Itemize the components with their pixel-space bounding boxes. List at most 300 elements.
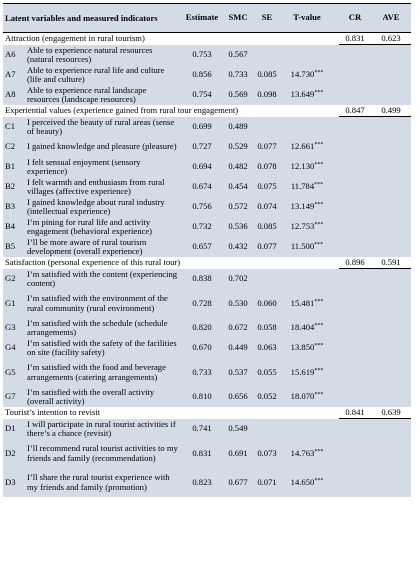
indicator-text-text: I’m pining for rural life and activity engagement (behavioral experience) — [27, 216, 153, 236]
se-value-text: 0.055 — [257, 366, 277, 377]
section-cr: 0.847 — [339, 105, 371, 117]
t-value — [281, 85, 333, 105]
smc-value-text: 0.482 — [228, 161, 248, 172]
se-value — [253, 358, 281, 387]
indicator-code-text: D3 — [5, 476, 16, 487]
header-se: SE — [253, 4, 281, 33]
indicator-text — [25, 439, 181, 468]
smc-value — [223, 197, 253, 217]
t-value-text: 14.763 — [290, 447, 315, 458]
indicator-text-text: Able to experience rural life and culture (life and culture) — [27, 64, 165, 84]
smc-value-text: 0.432 — [228, 241, 248, 252]
indicator-text-text: I’m satisfied with the safety of the facilities on site (facility safety) — [27, 337, 177, 357]
estimate-value-text: 0.756 — [192, 201, 212, 212]
empty-cell — [339, 419, 371, 440]
indicator-text-text: Able to experience natural resources (natural resources) — [27, 44, 153, 64]
empty-cell — [371, 387, 411, 407]
se-value-text: 0.077 — [257, 141, 277, 152]
smc-value-text: 0.537 — [228, 366, 248, 377]
table-row — [3, 85, 411, 105]
indicator-text-text: I’m satisfied with the environment of the rural community (rural environment) — [27, 293, 168, 313]
indicator-code — [3, 85, 25, 105]
table-row — [3, 217, 411, 237]
indicator-code — [3, 318, 25, 338]
indicator-text — [25, 358, 181, 387]
table-row — [3, 318, 411, 338]
estimate-value-text: 0.820 — [192, 322, 212, 333]
smc-value-text: 0.656 — [228, 391, 248, 402]
smc-value — [223, 177, 253, 197]
significance-marker: *** — [314, 242, 324, 249]
t-value — [281, 217, 333, 237]
smc-value — [223, 85, 253, 105]
smc-value — [223, 117, 253, 138]
indicator-code-text: B3 — [5, 201, 16, 212]
indicator-text-text: I felt sensual enjoyment (sensory experience) — [27, 156, 141, 176]
table-row — [3, 197, 411, 217]
se-value — [253, 157, 281, 177]
indicator-code-text: A7 — [5, 69, 16, 80]
indicator-code — [3, 137, 25, 157]
indicator-code-text: G4 — [5, 342, 16, 353]
indicator-text-text: I will participate in rural tourist activities if there’s a chance (revisit) — [27, 418, 176, 438]
significance-marker: *** — [314, 477, 324, 484]
se-value — [253, 237, 281, 257]
t-value-text: 14.650 — [290, 476, 315, 487]
section-ave: 0.639 — [371, 407, 411, 419]
indicator-text-text: I’m satisfied with the content (experiencing content) — [27, 268, 178, 288]
empty-cell — [371, 439, 411, 468]
smc-value — [223, 387, 253, 407]
se-value — [253, 65, 281, 85]
significance-marker: *** — [314, 367, 324, 374]
se-value-text: 0.058 — [257, 322, 277, 333]
smc-value-text: 0.677 — [228, 476, 248, 487]
empty-cell — [371, 137, 411, 157]
significance-marker: *** — [314, 142, 324, 149]
empty-cell — [371, 419, 411, 440]
indicator-text-text: Able to experience rural landscape resources (landscape resources) — [27, 84, 147, 104]
empty-cell — [339, 117, 371, 138]
empty-cell — [371, 468, 411, 497]
estimate-value-text: 0.823 — [192, 476, 212, 487]
estimate-value-text: 0.728 — [192, 297, 212, 308]
table-row — [3, 439, 411, 468]
indicator-code — [3, 338, 25, 358]
se-value-text: 0.071 — [257, 476, 277, 487]
estimate-value — [181, 45, 223, 66]
table-row — [3, 137, 411, 157]
smc-value — [223, 237, 253, 257]
smc-value-text: 0.567 — [228, 49, 248, 60]
table-row — [3, 117, 411, 138]
table-row — [3, 419, 411, 440]
indicator-text-text: I’m satisfied with the schedule (schedule arrangements) — [27, 317, 168, 337]
indicator-code — [3, 197, 25, 217]
se-value — [253, 338, 281, 358]
indicator-text-text: I’ll be more aware of rural tourism development (overall experience) — [27, 236, 147, 256]
indicator-code-text: G5 — [5, 366, 16, 377]
indicator-text-text: I felt warmth and enthusiasm from rural villages (affective experience) — [27, 176, 165, 196]
table-row — [3, 387, 411, 407]
t-value — [281, 419, 333, 440]
smc-value-text: 0.672 — [228, 322, 248, 333]
estimate-value — [181, 197, 223, 217]
header-tvalue: T-value — [281, 4, 333, 33]
table-row — [3, 289, 411, 318]
header-estimate: Estimate — [181, 4, 223, 33]
empty-cell — [371, 45, 411, 66]
indicator-code — [3, 237, 25, 257]
indicator-code — [3, 217, 25, 237]
se-value — [253, 289, 281, 318]
estimate-value-text: 0.741 — [192, 423, 212, 434]
empty-cell — [371, 269, 411, 290]
empty-cell — [339, 318, 371, 338]
t-value-text: 14.730 — [290, 69, 315, 80]
smc-value — [223, 358, 253, 387]
header-cr: CR — [339, 4, 371, 33]
section-title: Experiential values (experience gained from rural tour engagement) — [3, 105, 333, 117]
indicator-text — [25, 65, 181, 85]
smc-value-text: 0.549 — [228, 423, 248, 434]
indicator-text-text: I’ll share the rural tourist experience with my friends and family (promotion) — [27, 472, 170, 492]
significance-marker: *** — [314, 182, 324, 189]
empty-cell — [371, 289, 411, 318]
estimate-value — [181, 269, 223, 290]
significance-marker: *** — [314, 202, 324, 209]
indicator-code-text: B1 — [5, 161, 16, 172]
t-value — [281, 65, 333, 85]
smc-value — [223, 419, 253, 440]
indicator-code — [3, 269, 25, 290]
empty-cell — [339, 45, 371, 66]
estimate-value — [181, 439, 223, 468]
indicator-text — [25, 419, 181, 440]
section-row — [3, 257, 411, 269]
table-row — [3, 468, 411, 497]
section-title: Satisfaction (personal experience of this rural tour) — [3, 257, 333, 269]
estimate-value — [181, 85, 223, 105]
indicator-code-text: G1 — [5, 297, 16, 308]
t-value — [281, 269, 333, 290]
table-row — [3, 177, 411, 197]
empty-cell — [339, 157, 371, 177]
empty-cell — [339, 358, 371, 387]
table-body — [3, 33, 411, 498]
t-value — [281, 137, 333, 157]
indicator-text-text: I’m satisfied with the food and beverage arrangements (catering arrangements) — [27, 362, 166, 382]
t-value-text: 18.070 — [290, 391, 315, 402]
estimate-value — [181, 137, 223, 157]
estimate-value-text: 0.657 — [192, 241, 212, 252]
significance-marker: *** — [314, 90, 324, 97]
smc-value-text: 0.733 — [228, 69, 248, 80]
significance-marker: *** — [314, 162, 324, 169]
estimate-value — [181, 237, 223, 257]
estimate-value-text: 0.699 — [192, 121, 212, 132]
section-ave: 0.499 — [371, 105, 411, 117]
se-value — [253, 217, 281, 237]
estimate-value-text: 0.674 — [192, 181, 212, 192]
empty-cell — [371, 177, 411, 197]
estimate-value-text: 0.831 — [192, 447, 212, 458]
indicator-code-text: G3 — [5, 322, 16, 333]
section-row — [3, 407, 411, 419]
smc-value-text: 0.572 — [228, 201, 248, 212]
empty-cell — [371, 157, 411, 177]
indicator-text — [25, 137, 181, 157]
significance-marker: *** — [314, 343, 324, 350]
indicator-code — [3, 439, 25, 468]
header-ave: AVE — [371, 4, 411, 33]
significance-marker: *** — [314, 70, 324, 77]
se-value-text: 0.077 — [257, 241, 277, 252]
indicator-code — [3, 157, 25, 177]
estimate-value-text: 0.732 — [192, 221, 212, 232]
indicator-text-text: I’ll recommend rural tourist activities to my friends and family (recommendation) — [27, 443, 178, 463]
indicator-text — [25, 217, 181, 237]
empty-cell — [339, 387, 371, 407]
estimate-value-text: 0.810 — [192, 391, 212, 402]
empty-cell — [339, 197, 371, 217]
empty-cell — [339, 217, 371, 237]
section-row — [3, 105, 411, 117]
se-value — [253, 117, 281, 138]
empty-cell — [371, 318, 411, 338]
estimate-value — [181, 318, 223, 338]
table-row — [3, 45, 411, 66]
se-value-text: 0.060 — [257, 297, 277, 308]
empty-cell — [339, 177, 371, 197]
table-container — [3, 3, 411, 497]
table-row — [3, 157, 411, 177]
empty-cell — [371, 358, 411, 387]
se-value — [253, 387, 281, 407]
empty-cell — [371, 65, 411, 85]
estimate-value — [181, 338, 223, 358]
indicator-code-text: G2 — [5, 273, 16, 284]
indicator-text — [25, 197, 181, 217]
t-value-text: 18.404 — [290, 322, 315, 333]
smc-value-text: 0.569 — [228, 89, 248, 100]
section-title: Attraction (engagement in rural tourism) — [3, 33, 333, 45]
smc-value-text: 0.489 — [228, 121, 248, 132]
significance-marker: *** — [314, 448, 324, 455]
se-value-text: 0.075 — [257, 181, 277, 192]
se-value-text: 0.063 — [257, 342, 277, 353]
se-value — [253, 269, 281, 290]
estimate-value-text: 0.838 — [192, 273, 212, 284]
estimate-value — [181, 358, 223, 387]
indicator-code — [3, 387, 25, 407]
significance-marker: *** — [314, 298, 324, 305]
se-value — [253, 419, 281, 440]
t-value-text: 12.753 — [290, 221, 315, 232]
measurement-model-table — [3, 3, 411, 497]
empty-cell — [339, 269, 371, 290]
estimate-value — [181, 387, 223, 407]
smc-value — [223, 65, 253, 85]
empty-cell — [339, 85, 371, 105]
smc-value-text: 0.691 — [228, 447, 248, 458]
indicator-text — [25, 157, 181, 177]
smc-value — [223, 468, 253, 497]
indicator-code-text: B4 — [5, 221, 16, 232]
indicator-code — [3, 117, 25, 138]
indicator-text — [25, 177, 181, 197]
table-row — [3, 338, 411, 358]
smc-value — [223, 318, 253, 338]
se-value — [253, 85, 281, 105]
section-ave: 0.591 — [371, 257, 411, 269]
t-value-text: 13.149 — [290, 201, 315, 212]
indicator-text — [25, 269, 181, 290]
t-value — [281, 157, 333, 177]
se-value — [253, 177, 281, 197]
t-value — [281, 289, 333, 318]
indicator-code-text: C2 — [5, 141, 16, 152]
t-value-text: 13.850 — [290, 342, 315, 353]
indicator-text — [25, 237, 181, 257]
estimate-value-text: 0.694 — [192, 161, 212, 172]
header-smc: SMC — [223, 4, 253, 33]
t-value-text: 11.784 — [290, 181, 315, 192]
section-title: Tourist’s intention to revisit — [3, 407, 333, 419]
indicator-code-text: D1 — [5, 423, 16, 434]
empty-cell — [371, 237, 411, 257]
section-ave: 0.623 — [371, 33, 411, 45]
empty-cell — [339, 338, 371, 358]
table-row — [3, 237, 411, 257]
t-value-text: 12.130 — [290, 161, 315, 172]
estimate-value-text: 0.753 — [192, 49, 212, 60]
section-row — [3, 33, 411, 45]
estimate-value-text: 0.670 — [192, 342, 212, 353]
t-value-text: 13.649 — [290, 89, 315, 100]
indicator-code-text: D2 — [5, 447, 16, 458]
t-value — [281, 318, 333, 338]
indicator-text — [25, 45, 181, 66]
indicator-text — [25, 117, 181, 138]
t-value — [281, 387, 333, 407]
indicator-text-text: I gained knowledge and pleasure (pleasure) — [27, 141, 177, 152]
table-row — [3, 358, 411, 387]
smc-value — [223, 289, 253, 318]
smc-value — [223, 338, 253, 358]
smc-value — [223, 157, 253, 177]
significance-marker: *** — [314, 392, 324, 399]
t-value-text: 15.481 — [290, 297, 315, 308]
indicator-code — [3, 289, 25, 318]
t-value-text: 15.619 — [290, 366, 315, 377]
smc-value — [223, 217, 253, 237]
indicator-code — [3, 177, 25, 197]
indicator-code — [3, 358, 25, 387]
estimate-value — [181, 117, 223, 138]
empty-cell — [339, 137, 371, 157]
t-value — [281, 237, 333, 257]
indicator-code — [3, 419, 25, 440]
indicator-code — [3, 65, 25, 85]
estimate-value — [181, 177, 223, 197]
smc-value-text: 0.529 — [228, 141, 248, 152]
t-value — [281, 117, 333, 138]
smc-value — [223, 137, 253, 157]
smc-value — [223, 45, 253, 66]
indicator-text-text: I’m satisfied with the overall activity (overall activity) — [27, 386, 155, 406]
estimate-value — [181, 157, 223, 177]
empty-cell — [339, 237, 371, 257]
t-value — [281, 45, 333, 66]
empty-cell — [371, 117, 411, 138]
estimate-value-text: 0.733 — [192, 366, 212, 377]
smc-value-text: 0.536 — [228, 221, 248, 232]
t-value — [281, 358, 333, 387]
se-value — [253, 439, 281, 468]
indicator-text — [25, 85, 181, 105]
t-value-text: 12.661 — [290, 141, 315, 152]
indicator-code — [3, 45, 25, 66]
indicator-text — [25, 468, 181, 497]
empty-cell — [371, 338, 411, 358]
estimate-value — [181, 65, 223, 85]
empty-cell — [339, 439, 371, 468]
se-value — [253, 45, 281, 66]
se-value — [253, 468, 281, 497]
empty-cell — [339, 468, 371, 497]
empty-cell — [371, 197, 411, 217]
indicator-code-text: B2 — [5, 181, 16, 192]
indicator-text — [25, 289, 181, 318]
estimate-value — [181, 419, 223, 440]
t-value — [281, 338, 333, 358]
section-cr: 0.831 — [339, 33, 371, 45]
t-value — [281, 197, 333, 217]
t-value — [281, 468, 333, 497]
table-row — [3, 269, 411, 290]
estimate-value — [181, 289, 223, 318]
indicator-text — [25, 338, 181, 358]
indicator-text — [25, 318, 181, 338]
indicator-code-text: G7 — [5, 391, 16, 402]
t-value-text: 11.500 — [290, 241, 315, 252]
se-value-text: 0.078 — [257, 161, 277, 172]
se-value-text: 0.085 — [257, 221, 277, 232]
indicator-code-text: C1 — [5, 121, 16, 132]
smc-value-text: 0.449 — [228, 342, 248, 353]
empty-cell — [339, 289, 371, 318]
indicator-text — [25, 387, 181, 407]
se-value — [253, 137, 281, 157]
empty-cell — [371, 85, 411, 105]
se-value-text: 0.052 — [257, 391, 277, 402]
se-value-text: 0.098 — [257, 89, 277, 100]
smc-value — [223, 269, 253, 290]
header-row — [3, 4, 411, 33]
se-value-text: 0.073 — [257, 447, 277, 458]
indicator-code-text: A8 — [5, 89, 16, 100]
significance-marker: *** — [314, 323, 324, 330]
empty-cell — [371, 217, 411, 237]
section-cr: 0.896 — [339, 257, 371, 269]
smc-value-text: 0.530 — [228, 297, 248, 308]
indicator-code — [3, 468, 25, 497]
estimate-value-text: 0.754 — [192, 89, 212, 100]
section-cr: 0.841 — [339, 407, 371, 419]
significance-marker: *** — [314, 222, 324, 229]
smc-value-text: 0.702 — [228, 273, 248, 284]
